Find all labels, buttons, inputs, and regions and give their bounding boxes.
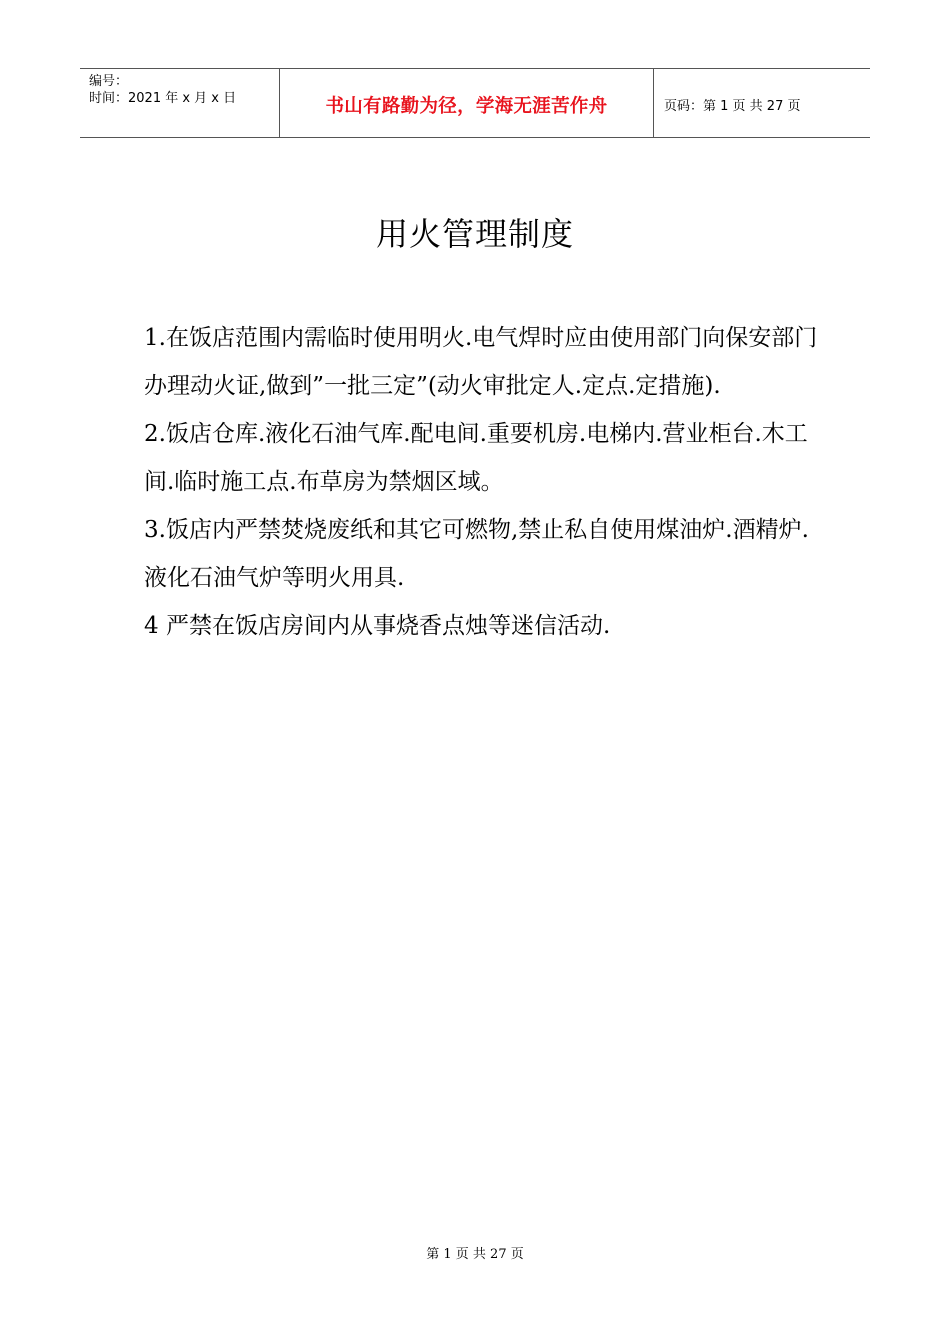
paragraph-2: 2.饭店仓库.液化石油气库.配电间.重要机房.电梯内.营业柜台.木工间.临时施工点.布草房为禁烟区域。 — [144, 421, 808, 495]
paragraph-1: 1.在饭店范围内需临时使用明火.电气焊时应由使用部门向保安部门办理动火证,做到”一批三定”(动火审批定人.定点.定措施). — [144, 325, 818, 399]
page-footer: 第 1 页 共 27 页 — [426, 1247, 524, 1262]
document-body — [144, 314, 824, 650]
motto-text: 书山有路勤为径，学海无涯苦作舟 — [325, 96, 608, 117]
document-title: 用火管理制度 — [375, 215, 574, 253]
header-meta-cell — [80, 69, 280, 137]
time-label: 时间：2021 年 x 月 x 日 — [89, 91, 237, 106]
header-motto-cell — [280, 69, 654, 137]
paragraph-4: 4 严禁在饭店房间内从事烧香点烛等迷信活动. — [144, 613, 611, 639]
paragraph-3: 3.饭店内严禁焚烧废纸和其它可燃物,禁止私自使用煤油炉.酒精炉.液化石油气炉等明火用具. — [144, 517, 809, 591]
code-label: 编号： — [89, 74, 129, 89]
document-header — [80, 68, 870, 138]
page-info: 页码：第 1 页 共 27 页 — [664, 98, 801, 114]
header-page-cell — [654, 69, 870, 137]
